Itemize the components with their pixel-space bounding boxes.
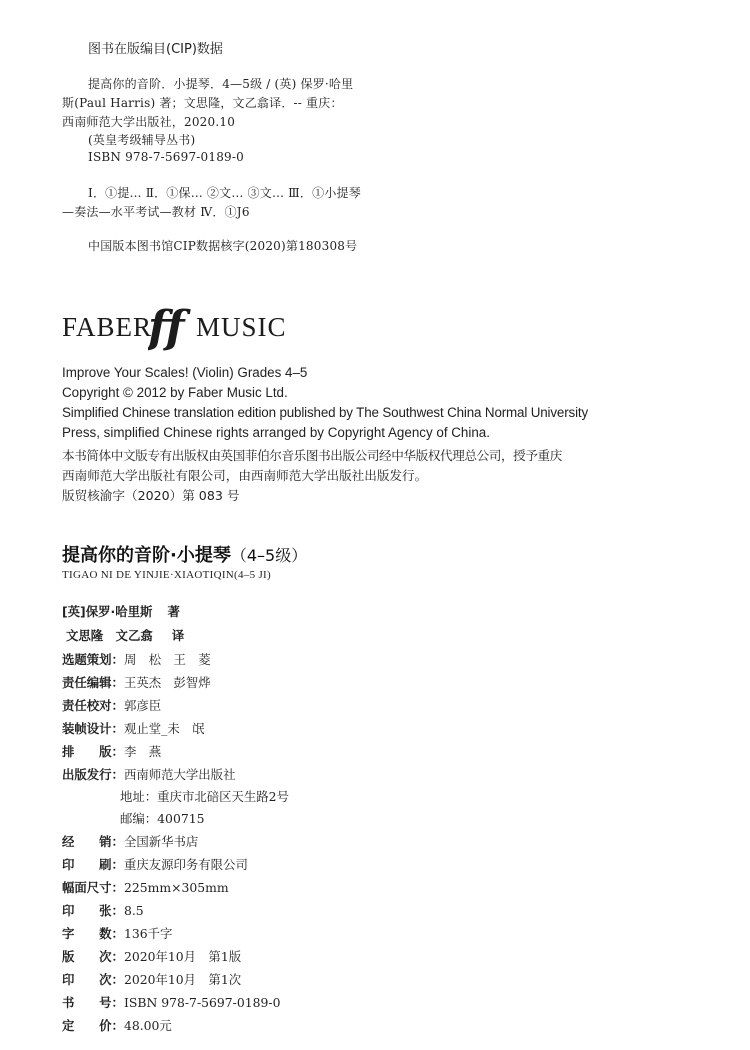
chinese-rights-line-2: 西南师范大学出版社有限公司，由西南师范大学出版社出版发行。 — [62, 468, 428, 483]
copyright-registration: 版贸核渝字（2020）第 083 号 — [62, 488, 240, 503]
credit-row — [62, 877, 229, 896]
credit-label: 书 号： — [62, 995, 124, 1010]
credit-row — [62, 718, 205, 737]
credit-value: 8.5 — [123, 903, 144, 918]
credit-value: 全国新华书店 — [123, 834, 199, 849]
credit-value: 2020年10月 第1版 — [123, 949, 242, 964]
credit-label: 装帧设计： — [62, 721, 124, 736]
credit-label: 印 次： — [62, 972, 124, 987]
credit-value: 136千字 — [123, 926, 173, 941]
credit-label: 排 版： — [62, 744, 124, 759]
credit-label: 印 刷： — [62, 857, 124, 872]
chinese-rights-line-1: 本书简体中文版专有出版权由英国菲伯尔音乐图书出版公司经中华版权代理总公司，授予重庆 — [62, 448, 562, 463]
credit-value: 2020年10月 第1次 — [123, 972, 242, 987]
translation-line-2: Press, simplified Chinese rights arranged by Copyright Agency of China. — [62, 425, 490, 440]
credit-row — [62, 946, 241, 965]
credit-label: 印 张： — [62, 903, 124, 918]
publisher-address: 地址：重庆市北碚区天生路2号 — [120, 789, 289, 804]
cip-class-line-2: —奏法—水平考试—教材 Ⅳ．①J6 — [62, 205, 250, 219]
credit-value: 48.00元 — [123, 1018, 172, 1033]
credit-author-role: 著 — [167, 604, 180, 619]
cip-class-line-1: Ⅰ．①提… Ⅱ．①保… ②文… ③文… Ⅲ．①小提琴 — [88, 186, 361, 200]
credit-row — [62, 923, 172, 942]
credit-row — [62, 764, 235, 783]
credit-value: 李 燕 — [123, 744, 162, 759]
credit-row — [62, 695, 161, 714]
book-title-pinyin: TIGAO NI DE YINJIE·XIAOTIQIN(4–5 JI) — [62, 569, 271, 581]
credit-label: 幅面尺寸： — [62, 880, 124, 895]
cip-heading: 图书在版编目(CIP)数据 — [88, 42, 223, 57]
credit-row — [62, 649, 211, 668]
credit-label: 版 次： — [62, 949, 124, 964]
credit-row — [120, 808, 204, 827]
cip-line-1: 提高你的音阶．小提琴．4—5级 / (英) 保罗·哈里 — [88, 77, 354, 91]
credit-row — [62, 900, 144, 919]
credit-label: 责任校对： — [62, 698, 124, 713]
credit-label: 出版发行： — [62, 767, 124, 782]
cip-line-3: 西南师范大学出版社，2020.10 — [62, 115, 236, 129]
credit-value: 观止堂_未 氓 — [123, 721, 205, 736]
credit-row — [120, 786, 289, 805]
credit-translators-role: 译 — [171, 628, 185, 643]
credit-row — [62, 831, 198, 850]
credit-value: 重庆友源印务有限公司 — [123, 857, 248, 872]
credit-value: 西南师范大学出版社 — [123, 767, 236, 782]
credit-row — [62, 992, 280, 1011]
english-title-line: Improve Your Scales! (Violin) Grades 4–5 — [62, 365, 308, 380]
credit-value: 郭彦臣 — [123, 698, 162, 713]
credit-value: ISBN 978-7-5697-0189-0 — [123, 995, 281, 1010]
credit-label: 选题策划： — [62, 652, 124, 667]
credit-row — [62, 601, 180, 620]
credit-value: 王英杰 彭智烨 — [123, 675, 211, 690]
credit-row — [62, 672, 211, 691]
faber-ff-mark: ff — [148, 302, 185, 352]
faber-logo-right: MUSIC — [196, 312, 287, 342]
credit-label: 经 销： — [62, 834, 124, 849]
cip-line-4: (英皇考级辅导丛书) — [88, 133, 196, 147]
credit-value: 225mm×305mm — [123, 880, 229, 895]
book-title — [62, 541, 307, 567]
book-title-main: 提高你的音阶·小提琴 — [62, 545, 231, 566]
faber-ff-logo-icon — [148, 302, 192, 352]
credit-label: 责任编辑： — [62, 675, 124, 690]
credit-row — [62, 741, 161, 760]
credit-row — [62, 1015, 172, 1034]
cip-line-2: 斯(Paul Harris) 著；文思隆，文乙翕译．-- 重庆： — [62, 96, 343, 110]
credit-row — [62, 854, 248, 873]
credit-label: 定 价： — [62, 1018, 124, 1033]
credit-label: 字 数： — [62, 926, 124, 941]
publisher-postcode: 邮编：400715 — [120, 811, 205, 826]
credit-row — [66, 625, 184, 644]
translation-line-1: Simplified Chinese translation edition published by The Southwest China Normal University — [62, 405, 589, 420]
credit-row — [62, 969, 241, 988]
credit-value: 周 松 王 菱 — [123, 652, 211, 667]
credit-translators: 文思隆 文乙翕 — [66, 628, 153, 643]
credit-author: [英]保罗·哈里斯 — [62, 604, 153, 619]
cip-isbn: ISBN 978-7-5697-0189-0 — [88, 150, 244, 164]
copyright-line: Copyright © 2012 by Faber Music Ltd. — [62, 385, 288, 400]
book-title-grade: （4–5级） — [230, 546, 308, 565]
cip-verification: 中国版本图书馆CIP数据核字(2020)第180308号 — [88, 239, 358, 253]
faber-logo-left: FABER — [62, 312, 153, 342]
